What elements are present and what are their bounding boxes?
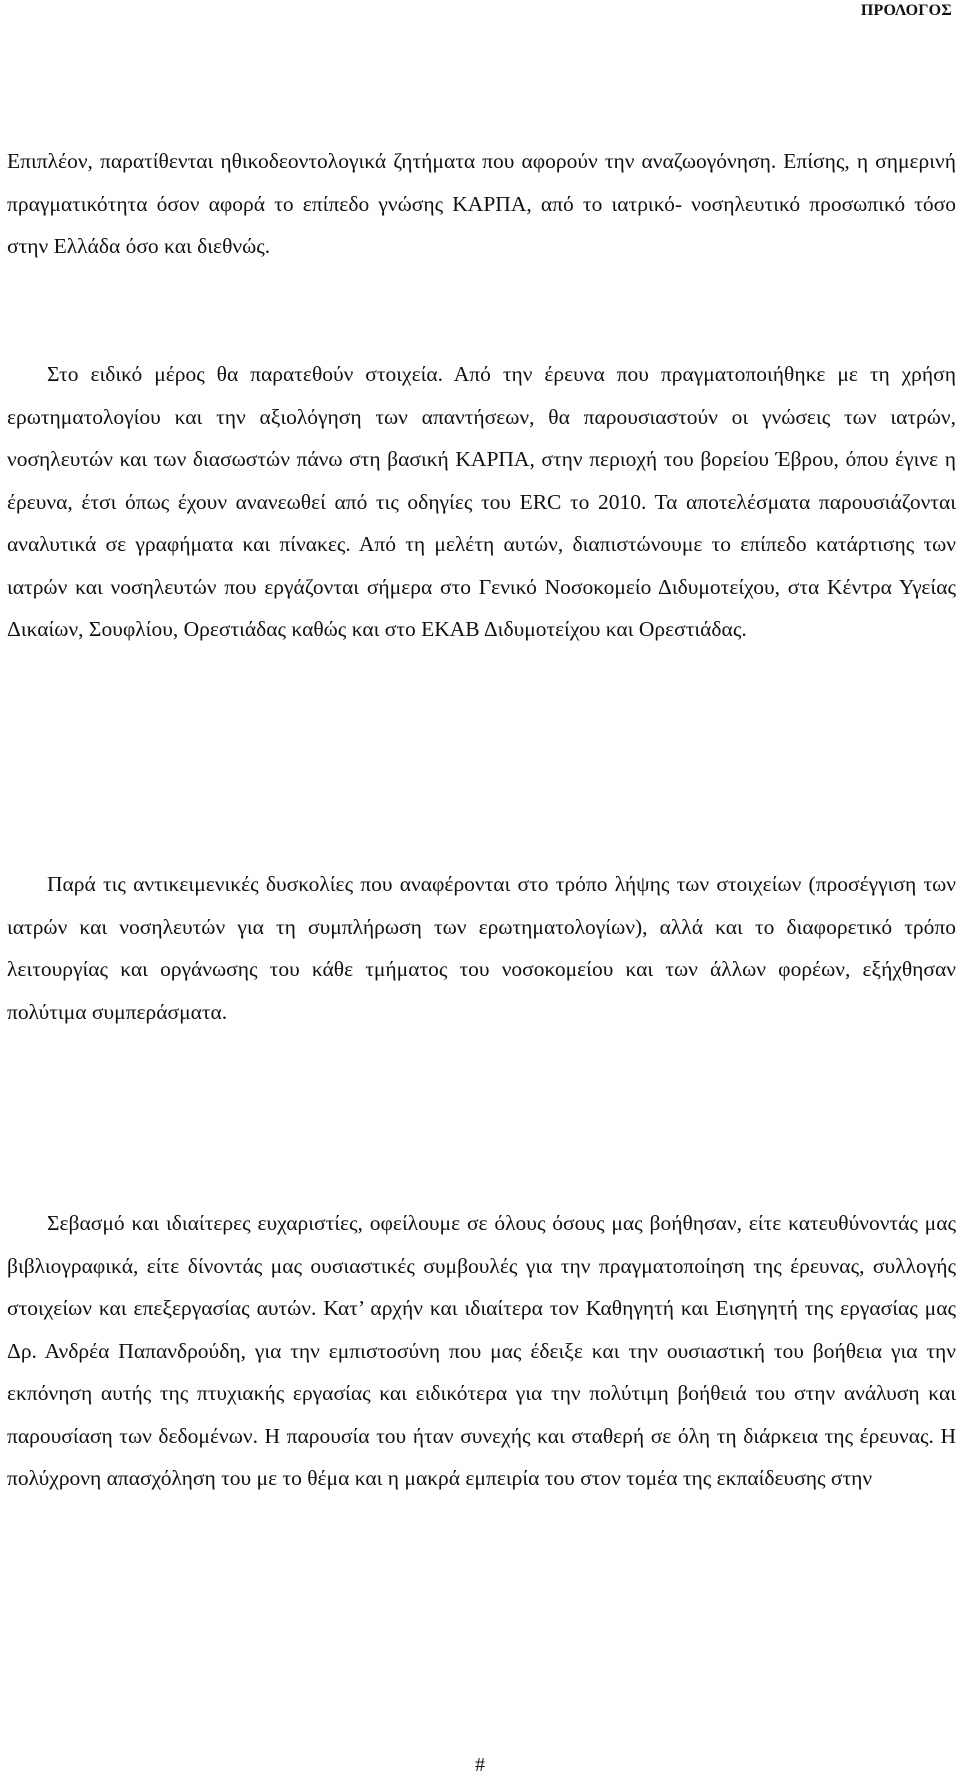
paragraph-difficulties: Παρά τις αντικειμενικές δυσκολίες που αναφέρονται στο τρόπο λήψης των στοιχείων (προσέγγιση των ιατρών και νοσηλευτών για τη συμπλήρωση των ερωτηματολογίων), αλλά και το διαφορετικό τρόπο λειτουργίας και οργάνωσης του κάθε τμήματος του νοσοκομείου και των άλλων φορέων, εξήχθησαν πολύτιμα συμπεράσματα. <box>7 872 956 1024</box>
section-header: ΠΡΟΛΟΓΟΣ <box>860 2 952 19</box>
paragraph-special-part: Στο ειδικό μέρος θα παρατεθούν στοιχεία. Από την έρευνα που πραγματοποιήθηκε με τη χρήση ερωτηματολογίου και την αξιολόγηση των απαντήσεων, θα παρουσιαστούν οι γνώσεις των ιατρών, νοσηλευτών και των διασωστών πάνω στη βασική ΚΑΡΠΑ, στην περιοχή του βορείου Έβρου, όπου έγινε η έρευνα, έτσι όπως έχουν ανανεωθεί από τις οδηγίες του ERC το 2010. Τα αποτελέσματα παρουσιάζονται αναλυτικά σε γραφήματα και πίνακες. Από τη μελέτη αυτών, διαπιστώνουμε το επίπεδο κατάρτισης των ιατρών και νοσηλευτών που εργάζονται σήμερα στο Γενικό Νοσοκομείο Διδυμοτείχου, στα Κέντρα Υγείας Δικαίων, Σουφλίου, Ορεστιάδας καθώς και στο ΕΚΑΒ Διδυμοτείχου και Ορεστιάδας. <box>7 362 956 641</box>
paragraph-acknowledgements: Σεβασμό και ιδιαίτερες ευχαριστίες, οφείλουμε σε όλους όσους μας βοήθησαν, είτε κατευθύνοντάς μας βιβλιογραφικά, είτε δίνοντάς μας ουσιαστικές συμβουλές για την πραγματοποίηση της έρευνας, συλλογής στοιχείων και επεξεργασίας αυτών. Κατ’ αρχήν και ιδιαίτερα τον Καθηγητή και Εισηγητή της εργασίας μας Δρ. Ανδρέα Παπανδρούδη, για την εμπιστοσύνη που μας έδειξε και την ουσιαστική του βοήθεια για την εκπόνηση αυτής της πτυχιακής εργασίας και ειδικότερα για την πολύτιμη βοήθειά του στην ανάλυση και παρουσίαση των δεδομένων. Η παρουσία του ήταν συνεχής και σταθερή σε όλη τη διάρκεια της έρευνας. Η πολύχρονη απασχόληση του με το θέμα και η μακρά εμπειρία του στον τομέα της εκπαίδευσης στην <box>7 1211 956 1490</box>
page-number: # <box>475 1754 485 1776</box>
paragraph-intro: Επιπλέον, παρατίθενται ηθικοδεοντολογικά ζητήματα που αφορούν την αναζωογόνηση. Επίσης, η σημερινή πραγματικότητα όσον αφορά το επίπεδο γνώσης ΚΑΡΠΑ, από το ιατρικό- νοσηλευτικό προσωπικό τόσο στην Ελλάδα όσο και διεθνώς. <box>7 149 956 258</box>
